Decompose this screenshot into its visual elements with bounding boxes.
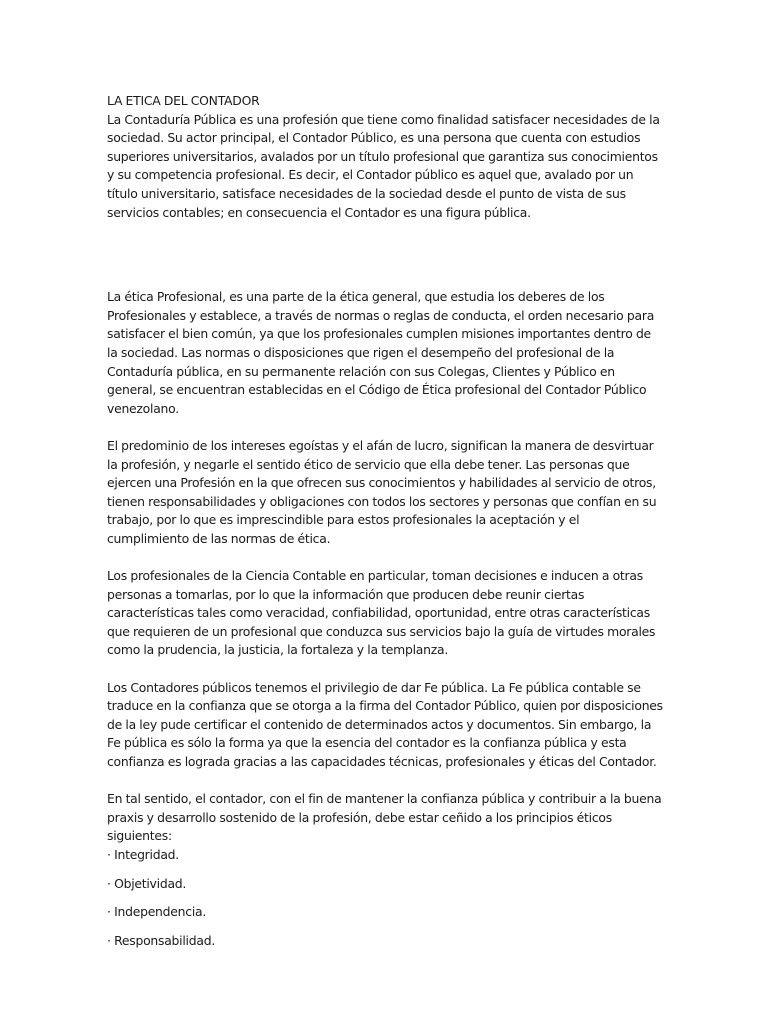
- paragraph-spacer: [107, 660, 663, 679]
- paragraph-intereses: El predominio de los intereses egoístas y el afán de lucro, significan la manera de desvirtuar la profesión, y negarle el sentido ético de servicio que ella debe tener. Las personas que ejercen una Profesión en la que ofrecen sus conocimientos y habilidades al servicio de otros, tienen responsabilidades y obligaciones con todos los sectores y personas que confían en su trabajo, por lo que es imprescindible para estos profesionales la aceptación y el cumplimiento de las normas de ética.: [107, 437, 657, 546]
- document-title: LA ETICA DEL CONTADOR: [107, 93, 260, 108]
- paragraph-intro: La Contaduría Pública es una profesión que tiene como finalidad satisfacer necesidades de la sociedad. Su actor principal, el Contador Público, es una persona que cuenta con estudios superiores universitarios, avalados por un título profesional que garantiza sus conocimientos y su competencia profesional. Es decir, el Contador público es aquel que, avalado por un título universitario, satisface necesidades de la sociedad desde el punto de vista de sus servicios contables; en consecuencia el Contador es una figura pública.: [107, 111, 660, 220]
- paragraph-ciencia-contable: Los profesionales de la Ciencia Contable en particular, toman decisiones e inducen a otras personas a tomarlas, por lo que la información que producen debe reunir ciertas características tales como veracidad, confiabilidad, oportunidad, entre otras características que requieren de un profesional que conduzca sus servicios bajo la guía de virtudes morales como la prudencia, la justicia, la fortaleza y la templanza.: [107, 568, 656, 658]
- principle-item: · Objetividad.: [107, 875, 187, 891]
- principles-list: [107, 846, 663, 950]
- paragraph-principios-intro: En tal sentido, el contador, con el fin de mantener la confianza pública y contribuir a la buena praxis y desarrollo sostenido de la profesión, debe estar ceñido a los principios éticos siguientes:: [107, 791, 662, 844]
- principle-item: · Independencia.: [107, 904, 207, 920]
- paragraph-spacer: [107, 418, 663, 437]
- document-page: [107, 92, 663, 960]
- blank-space: [107, 222, 663, 288]
- principle-item: · Responsabilidad.: [107, 932, 216, 948]
- paragraph-spacer: [107, 772, 663, 791]
- paragraph-fe-publica: Los Contadores públicos tenemos el privilegio de dar Fe pública. La Fe pública contable se traduce en la confianza que se otorga a la firma del Contador Público, quien por disposiciones de la ley pude certificar el contenido de determinados actos y documentos. Sin embargo, la Fe pública es sólo la forma ya que la esencia del contador es la confianza pública y esta confianza es lograda gracias a las capacidades técnicas, profesionales y éticas del Contador.: [107, 679, 663, 769]
- principle-item: · Integridad.: [107, 846, 179, 862]
- paragraph-etica-profesional: La ética Profesional, es una parte de la ética general, que estudia los deberes de los Profesionales y establece, a través de normas o reglas de conducta, el orden necesario para satisfacer el bien común, ya que los profesionales cumplen misiones importantes dentro de la sociedad. Las normas o disposiciones que rigen el desempeño del profesional de la Contaduría pública, en su permanente relación con sus Colegas, Clientes y Público en general, se encuentran establecidas en el Código de Ética profesional del Contador Público venezolano.: [107, 289, 655, 416]
- paragraph-spacer: [107, 548, 663, 567]
